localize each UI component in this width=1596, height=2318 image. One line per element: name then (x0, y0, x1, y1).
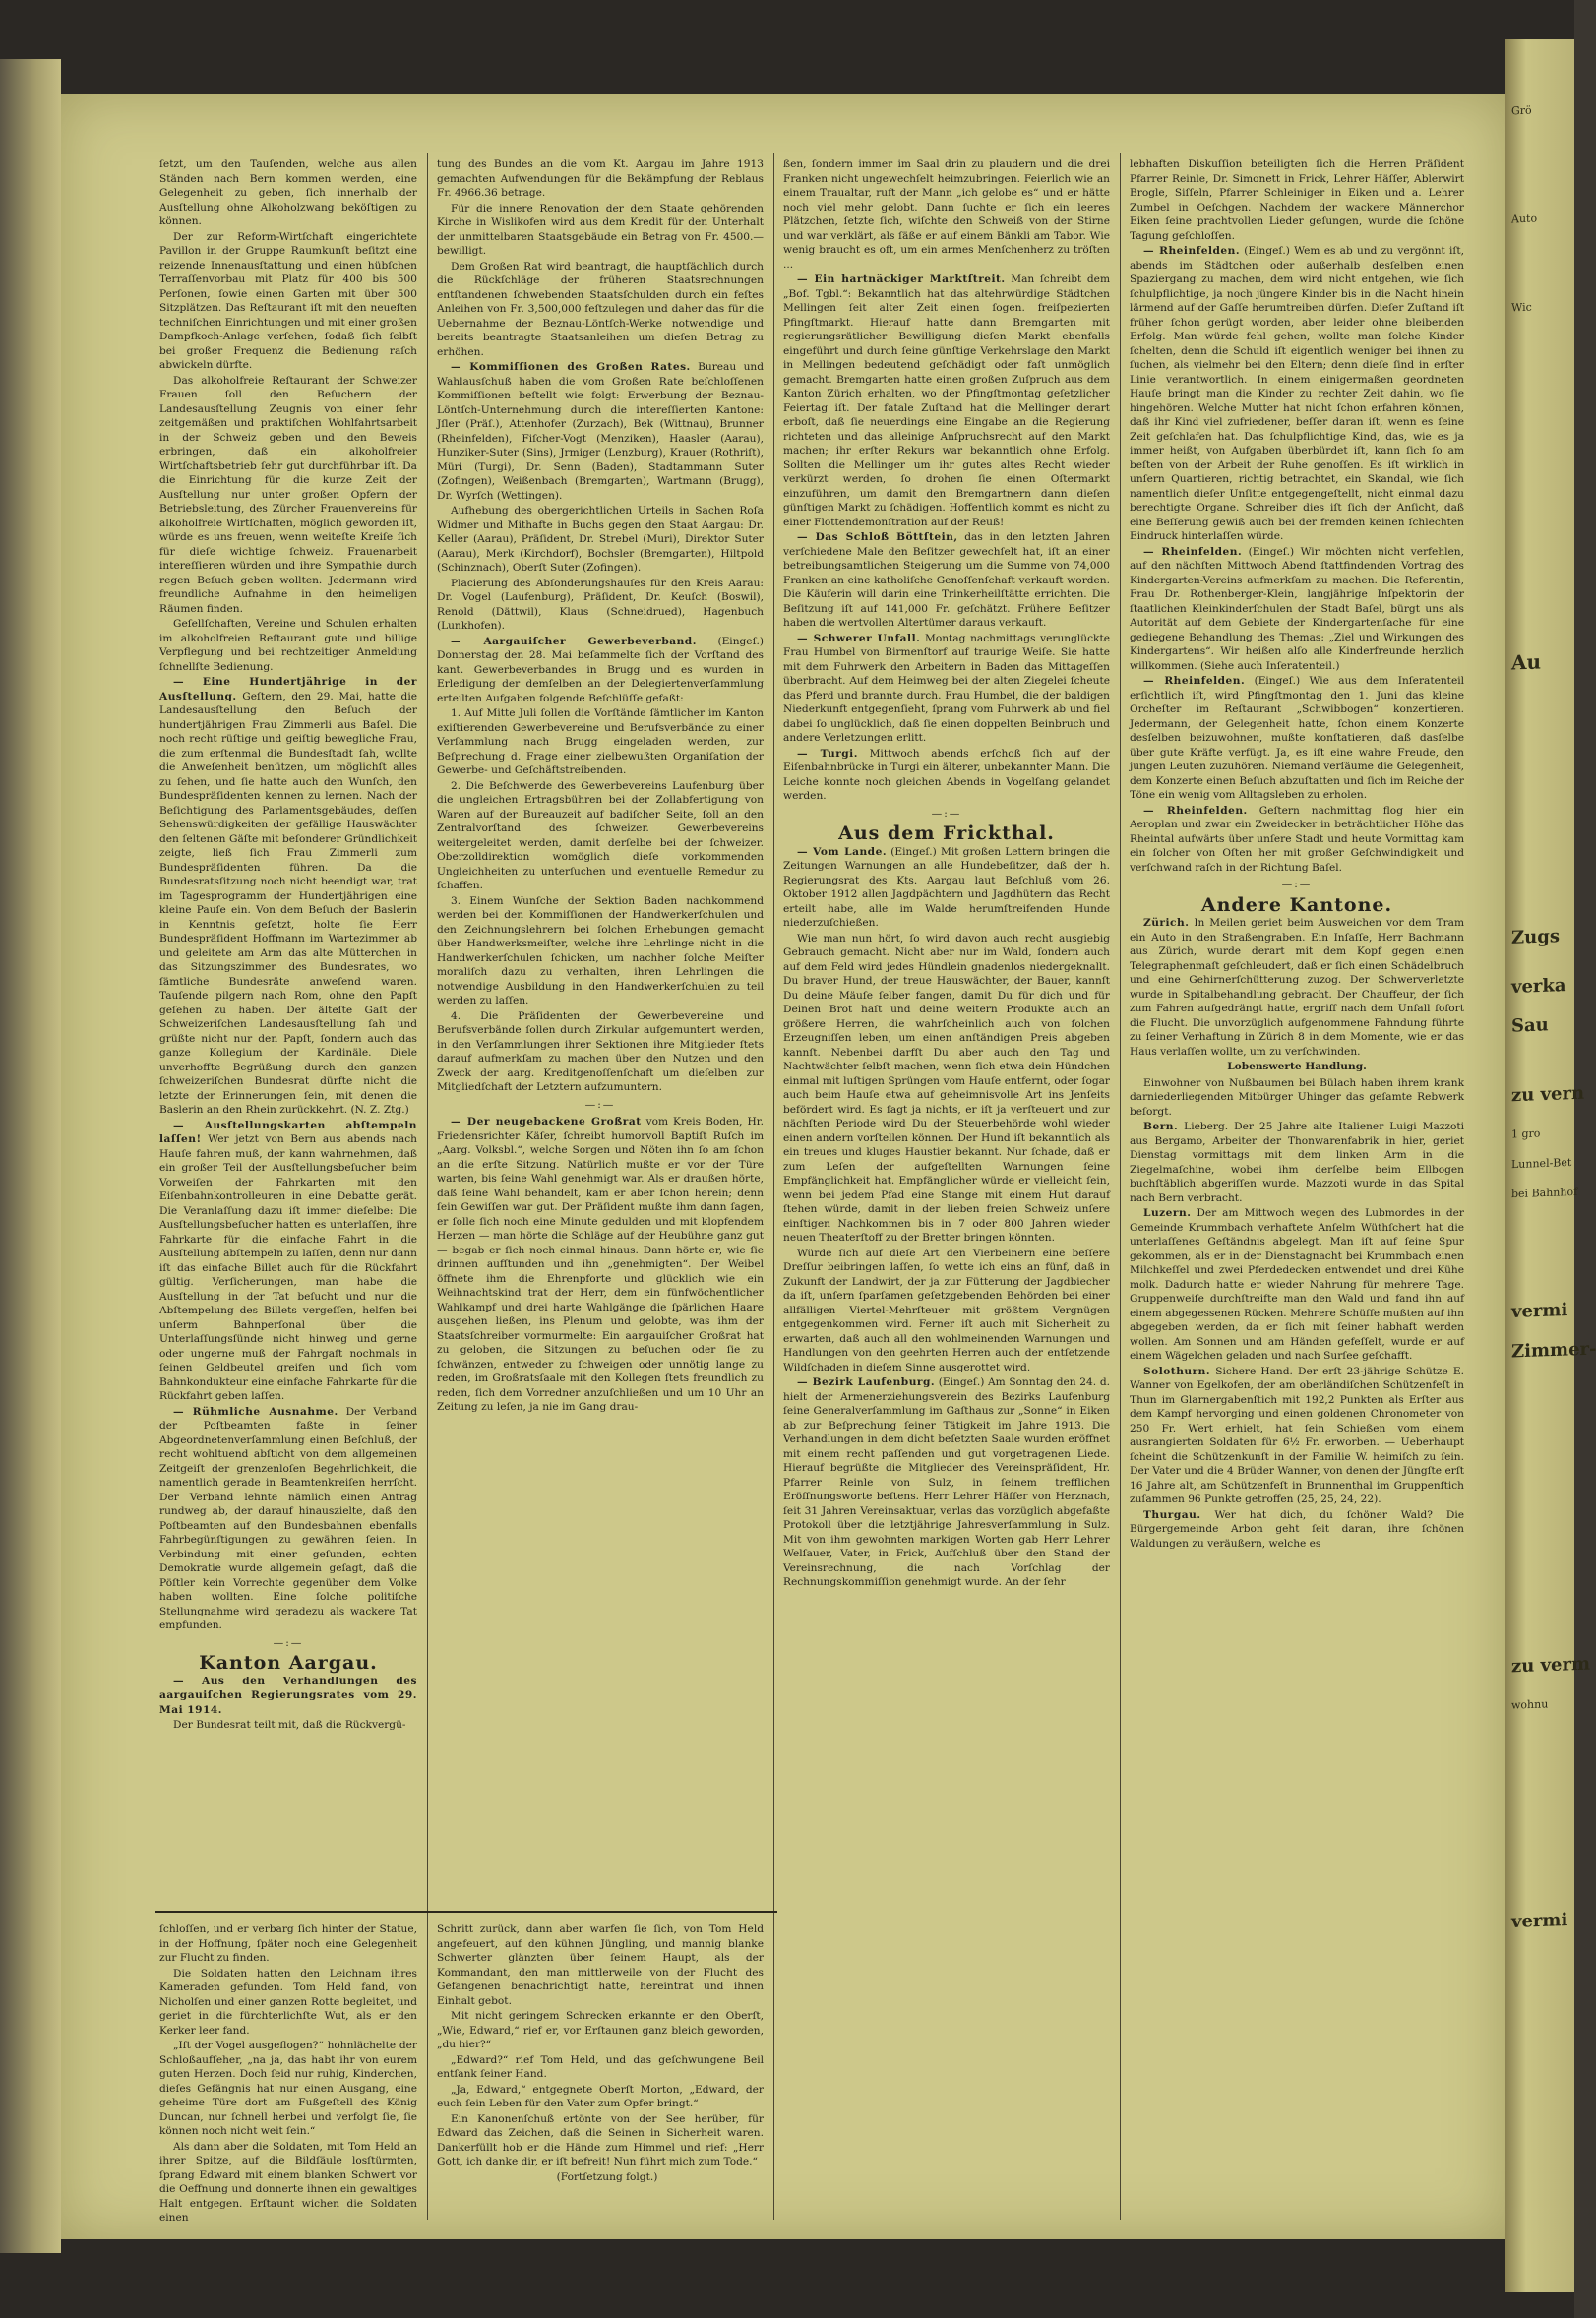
paragraph: Schritt zurück, dann aber warfen ſie ſich, von Tom Held angefeuert, auf den kühnen Jüngling, und mannig blanke Schwerter glänzten über ſeinem Haupt, als der Kommandant, den man mittlerweile von der Flucht des Gefangenen benachrichtigt hatte, hereintrat und ihnen Einhalt gebot. (437, 1923, 764, 2007)
paragraph: Das alkoholfreie Reſtaurant der Schweizer Frauen ſoll den Beſuchern der Landesausſtellung Zeugnis von einer ſehr zeitgemäßen und praktiſchen Wohlfahrtsarbeit in der Schweiz geben und den Beweis erbringen, daß ein alkoholfreier Wirtſchaftsbetrieb ſehr gut durchführbar iſt. Da die Einrichtung für die kurze Zeit der Ausſtellung nur unter großen Opfern der Betriebsleitung, des Zürcher Frauenvereins für alkoholfreie Wirtſchaften, möglich geworden iſt, würde es uns freuen, wenn weiteſte Kreiſe ſich für dieſe wichtige ſchweiz. Frauenarbeit intereſſieren würden und ihre Sympathie durch regen Beſuch geben wollten. Jedermann wird freundliche Aufnahme in den heimeligen Räumen finden. (159, 374, 417, 615)
article-lead: — Rheinfelden. (1143, 675, 1246, 687)
paragraph: Würde ſich auf dieſe Art den Vierbeinern eine beſſere Dreſſur beibringen laſſen, ſo wette ich eins an fünf, daß in Zukunft der Landwirt, der ja zur Fütterung der Jagdbiecher da iſt, unſern ſparſamen geſetzgebenden Behörden bei einer allfälligen Viertel-Mehrſteuer mit größtem Vergnügen entgegenkommen wird. Ferner iſt auch mit Sicherheit zu erwarten, daß auch all den wohlmeinenden Warnungen und Handlungen von den geehrten Herren auch der entſetzende Wildſchaden in dieſem Sinne ausgerottet wird. (783, 1247, 1110, 1373)
article-text: Der am Mittwoch wegen des Lubmordes in der Gemeinde Krummbach verhaftete Anſelm Wüthſchert hat die unterlaſſenes Geſtändnis abgelegt. Man iſt auf ſeine Spur gekommen, als er in der Dienstagnacht bei Krummbach einen Milchkeſſel und zwei Pferdedecken entwendet und drei Kühe molk. Dadurch hatte er wieder Nahrung für mehrere Tage. Gruppenweiſe durchſtreifte man den Wald und fand ihn auf einem abgegessenen Rücken. Mehrere Schüſſe mußten auf ihn abgegeben werden, da er ſich mit ſeiner habhaft werden wollen. Am Sonnen und am Händen gefeſſelt, wurde er auf einem Wägelchen geladen und nach Surſee geſchafft. (1130, 1207, 1464, 1362)
column-rule (427, 153, 428, 2220)
paragraph: 3. Einem Wunſche der Sektion Baden nachkommend werden bei den Kommiſſionen der Handwerkerſchulen und den Zeichnungslehrern bei ſolchen Erhebungen gemacht über Handwerksmeiſter, welche ihre Lehrlinge nicht in die Handwerkerſchulen ſchicken, um nachher ſolche Meiſter moraliſch dazu zu verhalten, ihren Lehrlingen die notwendige Ausbildung in den Handwerkerſchulen zu teil werden zu laſſen. (437, 894, 764, 1006)
article-lead: — Bezirk Laufenburg. (797, 1376, 936, 1388)
article-text: In Meilen geriet beim Ausweichen vor dem Tram ein Auto in den Straßengraben. Ein Inſaſſe, Herr Bachmann aus Zürich, wurde derart mit dem Kopf gegen einen Telegraphenmaſt geſchleudert, daß er ſich einen Schädelbruch und eine Gehirnerſchütterung zuzog. Der Schwerverletzte wurde in Spitalbehandlung gebracht. Der Chauffeur, der ſich zum Fahren aufgedrängt hatte, ergriff nach dem Unfall ſofort die Flucht. Die unvorzüglich aufgenommene Fahndung führte zu ſeiner Verhaftung in Zürich 8 in dem Momente, wie er das Haus verlaſſen wollte, um zu verſchwinden. (1130, 917, 1464, 1058)
article-text: Montag nachmittags verunglückte Frau Humbel von Birmenſtorf auf traurige Weiſe. Sie hatte mit dem Fuhrwerk den Arbeitern in Baden das Mittageſſen überbracht. Auf dem Heimweg bei der alten Ziegelei ſcheute das Pferd und brannte durch. Frau Humbel, die der baldigen Niederkunft entgegenſieht, ſprang vom Fuhrwerk ab und fiel dabei ſo unglücklich, daß ſie einen doppelten Beinbruch und andere Verletzungen erlitt. (783, 632, 1110, 744)
column-rule (1120, 153, 1121, 2220)
right-page-fragment: verka (1511, 975, 1566, 998)
article-text: (Eingeſ.) Wir möchten nicht verfehlen, auf den nächſten Mittwoch Abend ſtattfindenden Vortrag des Kindergarten-Vereins aufmerkſam zu machen. Die Referentin, Frau Dr. Rothenberger-Klein, langjährige Inſpektorin der ſtaatlichen Kleinkinderſchulen der Stadt Baſel, bürgt uns als Autorität auf dem Gebiete der Kindergartenſache für eine gediegene Behandlung des Themas: „Ziel und Wirkungen des Kindergartens“. Wir heißen alſo alle Kinderfreunde herzlich willkommen. (Siehe auch Inſeratenteil.) (1130, 545, 1464, 672)
paragraph: „Ja, Edward,“ entgegnete Oberſt Morton, „Edward, der euch ſein Leben für den Vater zum Opfer bringt.“ (437, 2083, 764, 2109)
right-page-fragment: Lunnel-Bet (1511, 1155, 1572, 1172)
right-page-fragment: zu vern (1511, 1082, 1585, 1107)
article-text: Man ſchreibt dem „Bof. Tgbl.“: Bekanntlich hat das altehrwürdige Städtchen Mellingen ſeit alter Zeit einen ſogen. freiſpezierten Pfingſtmarkt. Hierauf hatte dann Bremgarten mit regierungsrätlicher Bewilligung dieſen Markt ebenfalls eingeführt und durch ſeine günſtige Verkehrslage den Markt in Mellingen bedeutend geſchädigt oder faſt unmöglich gemacht. Bremgarten hatte einen großen Zuſpruch aus dem Kanton Zürich erhalten, wo der Pfingſtmontag geſetzlicher Feiertag iſt. Der fatale Zuſtand hat die Mellinger derart erboſt, daß ſie neuerdings eine Eingabe an die Regierung richteten und das alleinige Anſpruchsrecht auf den Markt machen; ihr erſter Rekurs war bekanntlich ohne Erfolg. Sollten die Mellinger um ihr gutes altes Recht wieder verkürzt werden, ſo drohen ſie einen Oſtermarkt einzuführen, um damit den Bremgartnern dann dieſen günſtigen Markt zu ſchädigen. Hoffentlich kommt es nicht zu einer Flottendemonſtration auf der Reuß! (783, 274, 1110, 528)
section-separator: —:— (584, 1098, 616, 1111)
paragraph: Ein Kanonenſchuß ertönte von der See herüber, für Edward das Zeichen, daß die Seinen in Sicherheit waren. Dankerfüllt hob er die Hände zum Himmel und rief: „Herr Gott, ich danke dir, er iſt befreit! Nun führt mich zum Tode.“ (437, 2112, 764, 2167)
paragraph: „Edward?“ rief Tom Held, und das geſchwungene Beil entſank ſeiner Hand. (437, 2053, 764, 2080)
article-text: das in den letzten Jahren verſchiedene Male den Beſitzer gewechſelt hat, iſt an einer betreibungsamtlichen Steigerung um die Summe von 74,000 Franken an eine katholiſche Genoſſenſchaft verkauft worden. Die Käuferin will darin eine Trinkerheilſtätte errichten. Die Beſitzung iſt auf 141,000 Fr. geſchätzt. Frühere Beſitzer haben die wertvollen Altertümer daraus verkauft. (783, 531, 1110, 629)
article-lead: — Eine Hundertjährige in der Ausſtellung. (159, 676, 417, 702)
right-page-fragment: Zugs (1511, 926, 1560, 948)
article-text: Geſtern, den 29. Mai, hatte die Landesausſtellung den Beſuch der hundertjährigen Frau Zimmerli aus Baſel. Die noch recht rüſtige und geiſtig bewegliche Frau, die zum erſtenmal die Bundesſtadt ſah, wollte die Anweſenheit benützen, um möglichſt alles zu ſehen, und ſie hatte auch den Wunſch, den Bundespräſidenten kennen zu lernen. Nach der Beſichtigung des Parlamentsgebäudes, deſſen Sehenswürdigkeiten der gefällige Hauswächter den ſeltenen Gäſte mit beſonderer Gründlichkeit zeigte, ließ ſich Frau Zimmerli zum Bundespräſidenten führen. Da die Bundesratsſitzung noch nicht beendigt war, trat im Tagesprogramm der Hundertjährigen eine kleine Pauſe ein. Von dem Beſuch der Baslerin in Kenntnis geſetzt, holte ſie Herr Bundespräſident Hoffmann im Wartezimmer ab und geleitete am Arm das alte Mütterchen in das Sitzungszimmer des Bundesrates, wo ſämtliche Bundesräte anweſend waren. Tauſende pilgern nach Rom, ohne den Papſt geſehen zu haben. Der älteſte Gaſt der Schweizeriſchen Landesausſtellung ſah und grüßte nicht nur den Papſt, ſondern auch das ganze Kollegium der Kardinäle. Diele unverhoffte Begrüßung durch den ganzen ſchweizeriſchen Bundesrat dürfte nicht die letzte der Erinnerungen ſein, mit denen die Baslerin an den Rhein zurückkehrt. (159, 690, 417, 1116)
article-text: Mittwoch abends erſchoß ſich auf der Eiſenbahnbrücke in Turgi ein älterer, unbekannter Mann. Die Leiche konnte noch gleichen Abends in Vogelſang gelandet werden. (783, 747, 1110, 802)
paragraph: Einwohner von Nußbaumen bei Bülach haben ihrem krank darniederliegenden Mitbürger Uhinger das geſamte Rebwerk beſorgt. (1130, 1076, 1464, 1118)
article-lead: — Ausſtellungskarten abſtempeln laſſen! (159, 1119, 417, 1145)
right-page-fragment: Auto (1511, 212, 1538, 226)
paragraph: 4. Die Präſidenten der Gewerbevereine und Berufsverbände ſollen durch Zirkular aufgemuntert werden, in den Verſammlungen ihrer Sektionen ihre Mitglieder ſtets darauf aufmerkſam zu machen über den Nutzen und den Zweck der aarg. Kreditgenoſſenſchaft um dieſelben zur Mitgliedſchaft der Letztern aufzumuntern. (437, 1009, 764, 1093)
article-text: Lieberg. Der 25 Jahre alte Italiener Luigi Mazzoti aus Bergamo, Arbeiter der Thonwarenfabrik in hier, geriet Dienstag vormittags mit dem linken Arm in die Ziegelmaſchine, wobei ihm derſelbe beim Ellbogen buchſtäblich abgeriſſen wurde. Mazzoti wurde in das Spital nach Bern verbracht. (1130, 1121, 1465, 1204)
article-text: Wer jetzt von Bern aus abends nach Hauſe fahren muß, der kann wahrnehmen, daß ein großer Teil der Ausſtellungsbeſucher beim Vorweiſen der Fahrkarten mit den Eiſenbahnkontrolleuren in eine Debatte gerät. Die Veranlaſſung dazu iſt immer dieſelbe: Die Ausſtellungsbeſucher hatten es unterlaſſen, ihre Fahrkarte für die einfache Fahrt in die Ausſtellung abſtempeln zu laſſen, denn nur dann iſt das einfache Billet auch für die Rückfahrt gültig. Verſicherungen, man habe die Ausſtellung in der Tat beſucht und nur die Abſtempelung des Billets vergeſſen, helfen bei unſerm Bahnperſonal über die Unterlaſſungsſünde nicht hinweg und gerne oder ungerne muß der Fahrgaſt nochmals in ſeinen Geldbeutel greifen und ſich vom Bahnkondukteur eine einfache Fahrkarte für die Rückfahrt geben laſſen. (159, 1133, 417, 1402)
right-page-fragment: Sau (1511, 1014, 1549, 1037)
article-text: (Eingeſ.) Wie aus dem Inſeratenteil erſichtlich iſt, wird Pfingſtmontag den 1. Juni das kleine Orcheſter im Reſtaurant „Schwibbogen“ konzertieren. Jedermann, der Gelegenheit hatte, ſchon einem Konzerte desſelben beizuwohnen, mußte konſtatieren, daß dasſelbe über gute Kräfte verfügt. Ja, es iſt eine wahre Freude, den jungen Leuten zuzuhören. Niemand verſäume die Gelegenheit, dem Konzerte einen Beſuch abzuſtatten und ſich im Reiche der Töne ein wenig vom Alltagsleben zu erholen. (1130, 675, 1464, 801)
right-page-fragment: Grö (1511, 103, 1532, 118)
article-lead: — Der neugebackene Großrat (451, 1116, 642, 1128)
article-lead: — Rheinfelden. (1143, 804, 1248, 817)
article-lead: Thurgau. (1143, 1508, 1201, 1521)
book-spine (0, 59, 61, 2253)
newspaper-page (61, 94, 1505, 2239)
article-lead: — Vom Lande. (797, 845, 888, 858)
article-lead: — Ein hartnäckiger Marktſtreit. (797, 274, 1006, 285)
column-1 (159, 157, 417, 1734)
article-lead: — Rheinfelden. (1143, 545, 1243, 558)
article-text: Der Verband der Poſtbeamten faßte in ſeiner Abgeordnetenverſammlung einen Beſchluß, der recht wohltuend abſticht von dem allgemeinen Zeitgeiſt der grenzenloſen Begehrlichkeit, die namentlich gerade in Beamtenkreiſen herrſcht. Der Verband lehnte nämlich einen Antrag rundweg ab, der darauf hinauszielte, daß den Poſtbeamten auf den Bundesbahnen ebenfalls Fahrbegünſtigungen zu gewähren ſeien. In Verbindung mit einer geſunden, echten Demokratie wurde allgemein geſagt, daß die Pöſtler kein Vorrechte gegenüber dem Volke haben wollten. Eine ſolche politiſche Stellungnahme wird geradezu als wackere Tat empfunden. (159, 1405, 417, 1631)
article-text: vom Kreis Boden, Hr. Friedensrichter Käſer, ſchreibt humorvoll Baptiſt Ruſch im „Aarg. Volksbl.“, welche Sorgen und Nöten ihn ſo am ſchon an die erſte Sitzung. Natürlich mußte er vor der Türe warten, bis ſeine Wahl genehmigt war. Als er draußen hörte, daß ſeine Wahl behandelt, kam er aber ſchon herein; denn ſein Gewiſſen war gut. Der Präſident mußte ihm dann ſagen, er ſolle ſich noch eine Minute gedulden und mit klopfendem Herzen — man hörte die Schläge auf der Heubühne ganz gut — begab er ſich noch einmal hinaus. Dann hörte er, wie ſie drinnen aufſtunden und ihn „genehmigten“. Der Weibel öffnete ihm die Ehrenpforte und glücklich wie ein Weihnachtskind trat der Herr, dem ein fünfwöchentlicher Wahlkampf und drei harte Wahlgänge die ſpärlichen Haare ausgehen ließen, ins Plenum und gelobte, was ihm der Staatsſchreiber vormurmelte: Ein aargauiſcher Großrat hat zu geloben, die Sitzungen zu beſuchen oder ſie zu ſchwänzen, entweder zu ſchweigen oder unnötig lange zu reden, im Großratsſaale mit den Kollegen ſtets freundlich zu reden, ſich dem Vorredner anzuſchließen und um 10 Uhr an Zeitung zu leſen, ja nie im Gang drau- (437, 1116, 764, 1413)
feuilleton-column-2 (437, 1922, 764, 2185)
section-heading: Andere Kantone. (1200, 893, 1393, 916)
right-page-fragment: Au (1511, 649, 1542, 675)
paragraph: Dem Großen Rat wird beantragt, die hauptſächlich durch die Rückſchläge der früheren Staatsrechnungen entſtandenen ſchwebenden Staatsſchulden durch ein feſtes Anleihen von Fr. 3,500,000 feſtzulegen und daher das für die Uebernahme der Beznau-Löntſch-Werke notwendige und bereits beantragte Staatsanleihen um dieſen Betrag zu erhöhen. (437, 260, 764, 358)
adjacent-page-edge (1505, 39, 1596, 2292)
right-page-fragment: Zimmer- (1511, 1338, 1596, 1363)
article-text: Geſtern nachmittag flog hier ein Aeroplan und zwar ein Zweidecker in beträchtlicher Höhe das Rheintal aufwärts über unſere Stadt und heute Vormittag kam ein ſolcher von Oſten her mit großer Geſchwindigkeit und verſchwand raſch in der Richtung Baſel. (1130, 804, 1464, 874)
article-text: Sichere Hand. Der erſt 23-jährige Schütze E. Wanner von Egelkofen, der am oberländiſchen Schützenfeſt in Thun im Glarnergabenſtich mit 192,2 Punkten als Erſter aus dem Kampf hervorging und einen goldenen Chronometer von 250 Fr. Wert erhielt, hat ſein Schießen vom einem ausrangierten Soldaten für 6½ Fr. erworben. — Ueberhaupt ſcheint die Schützenkunſt in der Familie W. heimiſch zu ſein. Der Vater und die 4 Brüder Wanner, von denen der Jüngſte erſt 16 Jahre alt, am Schützenfeſt in Brunnenthal im Gruppenſtich zuſammen 96 Punkte getroffen (25, 25, 24, 22). (1130, 1365, 1464, 1505)
article-lead: — Kommiſſionen des Großen Rates. (451, 361, 691, 373)
article-text: Bureau und Wahlausſchuß haben die vom Großen Rate beſchloſſenen Kommiſſionen beſtellt wie folgt: Erwerbung der Beznau-Löntſch-Unternehmung durch die intereſſierten Kantone: Jſler (Präſ.), Attenhofer (Zurzach), Bek (Wittnau), Brunner (Rheinfelden), Fiſcher-Vogt (Menziken), Haasler (Aarau), Hunziker-Suter (Sins), Jrmiger (Lenzburg), Krauer (Rothriſt), Müri (Turgi), Dr. Senn (Baden), Stadtammann Suter (Zofingen), Weißenbach (Bremgarten), Wartmann (Brugg), Dr. Wyrſch (Wettingen). (437, 361, 764, 502)
right-page-fragment: 1 gro (1511, 1127, 1541, 1141)
article-text: (Eingeſ.) Mit großen Lettern bringen die Zeitungen Warnungen an alle Hundebeſitzer, daß der h. Regierungsrat des Kts. Aargau laut Beſchluß vom 26. Oktober 1912 allen Jagdpächtern und Jagdhütern das Recht erteilt habe, alle im Walde herumſtreifenden Hunde niederzuſchießen. (783, 845, 1110, 929)
feuilleton-rule (155, 1911, 777, 1913)
column-rule (773, 153, 774, 2220)
article-lead: Zürich. (1143, 917, 1190, 929)
paragraph: Der zur Reform-Wirtſchaft eingerichtete Pavillon in der Gruppe Raumkunſt beſitzt eine reizende Innenausſtattung und einen hübſchen Terraſſenvorbau mit Platz für 400 bis 500 Perſonen, ſowie einen Garten mit über 500 Sitzplätzen. Das Reſtaurant iſt mit den neueſten techniſchen Einrichtungen und mit einer großen Dampfkoch-Anlage verſehen, ſodaß ſich ſelbſt bei großer Frequenz die Bedienung raſch abwickeln dürfte. (159, 230, 417, 371)
source-credit: (N. Z. Ztg.) (350, 1104, 409, 1116)
article-lead: Bern. (1143, 1121, 1179, 1132)
article-lead: Luzern. (1143, 1207, 1192, 1219)
paragraph: Aufhebung des obergerichtlichen Urteils in Sachen Roſa Widmer und Mithafte in Buchs gegen den Staat Aargau: Dr. Keller (Aarau), Präſident, Dr. Strebel (Muri), Direktor Suter (Aarau), Merk (Kirchdorf), Bochsler (Bremgarten), Hiltpold (Schinznach), Oberſt Suter (Zofingen). (437, 505, 764, 574)
paragraph: lebhaften Diskuſſion beteiligten ſich die Herren Präſident Pfarrer Reinle, Dr. Simonett in Frick, Lehrer Häſſer, Ablerwirt Brogle, Siſſeln, Pfarrer Schleiniger in Eiken und a. Lehrer Zumbel in Oeſchgen. Nachdem der wackere Männerchor Eiken ſeine prachtvollen Lieder geſungen, wurde die ſchöne Tagung geſchloſſen. (1130, 158, 1464, 242)
article-text: (Eingeſ.) Wem es ab und zu vergönnt iſt, abends im Städtchen oder außerhalb desſelben einen Spaziergang zu machen, dem wird nicht entgehen, wie ſich ſchulpflichtige, ja noch jüngere Kinder bis in die Nacht hinein lärmend auf der Gaſſe herumtreiben dürfen. Dieſer Zuſtand iſt früher ſchon gerügt worden, aber leider ohne bleibenden Erfolg. Man würde fehl gehen, wollte man ſolche Kinder ſchelten, denn die Schuld iſt eigentlich weniger bei ihnen zu ſuchen, als vielmehr bei den Eltern; denn dieſe ſind in erſter Linie verantwortlich. In einem einigermaßen geordneten Hauſe bringt man die Kinder zu rechter Zeit dahin, wo ſie hingehören. Welche Mutter hat nicht ſchon erfahren können, daß ihr Kind viel zufriedener, beſſer daran iſt, wenn es ſeine Zeit geſchlafen hat. Das ſchulpflichtige Kind, das, wie es ja immer heißt, von Aufgaben überbürdet iſt, kann ſich ſo am beſten von der Arbeit der Ruhe genoſſen. Es iſt wirklich in unſern Quartieren, richtig betrachtet, ein Skandal, wie ſich namentlich dieſer Unſitte entgegengeſtellt, nicht einmal dazu berechtigte Organe. Schreiber dies iſt ſich der Anſicht, daß eine Beſſerung gewiß auch bei der fremden keinen ſchlechten Eindruck hinterlaſſen würde. (1130, 245, 1464, 542)
section-separator: —:— (1281, 879, 1313, 890)
paragraph: 1. Auf Mitte Juli ſollen die Vorſtände ſämtlicher im Kanton exiſtierenden Gewerbevereine und Berufsverbände zu einer Verſammlung nach Brugg eingeladen werden, zur Beſprechung d. Frage einer zielbewußten Organiſation der Gewerbe- und Geſchäftstreibenden. (437, 707, 764, 776)
article-lead: — Rühmliche Ausnahme. (173, 1405, 338, 1418)
paragraph: 2. Die Beſchwerde des Gewerbevereins Laufenburg über die ungleichen Ertragsbühren bei der Zollabfertigung von Waren auf der Bureauzeit auf badiſcher Seite, ſoll an den Zentralvorſtand des ſchweizer. Gewerbevereins weitergeleitet werden, damit derſelbe bei der ſchweizer. Oberzolldirektion womöglich dieſe vorkommenden Ungleichheiten zu unterſuchen und eventuelle Remedur zu ſchaffen. (437, 779, 764, 891)
paragraph: Der Bundesrat teilt mit, daß die Rückvergü- (173, 1719, 406, 1731)
paragraph: Als dann aber die Soldaten, mit Tom Held an ihrer Spitze, auf die Bildſäule losſtürmten, ſprang Edward mit einem blanken Schwert vor die Oeffnung und donnerte ihnen ein gewaltiges Halt entgegen. Erſtaunt wichen die Soldaten einen (159, 2140, 417, 2224)
article-lead: — Aargauiſcher Gewerbeverband. (451, 635, 697, 647)
right-page-fragment: vermi (1511, 1909, 1568, 1933)
column-4 (1130, 157, 1464, 1552)
article-text: Wer hat dich, du ſchöner Wald? Die Bürgergemeinde Arbon geht ſeit daran, ihre ſchönen Waldungen zu veräußern, welche es (1130, 1508, 1464, 1550)
article-subhead: Lobenswerte Handlung. (1227, 1061, 1367, 1072)
article-lead: Solothurn. (1143, 1365, 1211, 1377)
paragraph: tung des Bundes an die vom Kt. Aargau im Jahre 1913 gemachten Aufwendungen für die Bekämpfung der Reblaus Fr. 4966.36 betrage. (437, 158, 764, 199)
section-heading: Aus dem Frickthal. (838, 823, 1055, 844)
paragraph: Wie man nun hört, ſo wird davon auch recht ausgiebig Gebrauch gemacht. Nicht aber nur im Wald, ſondern auch auf dem Feld wird jedes Hündlein gnadenlos niedergeknallt. Du braver Hund, der treue Hauswächter, der Bauer, kannſt Du deine Mäuſe ſelber fangen, damit Du für dich und für Deinen Brot haſt und deine weitern Produkte auch an größere Herren, die wahrſcheinlich auch von ſolchen Erzeugniſſen leben, um einen anſtändigen Preis abgeben kannſt. Nebenbei darfſt Du aber auch den Tag und Nachtwächter ſelbſt machen, wenn ſich etwa dein Hündchen einmal mit luſtigen Sprüngen vom Hauſe entfernt, oder ſogar auch beim Hauſe etwa auf geheimnisvolle Art ins Jenſeits befördert wird. Es ſagt ja nichts, er iſt ja verſteuert und zur nächſten Periode wird Du der Steuerbehörde wohl wieder einen andern vorſtellen können. Der Hund iſt bekanntlich als ein treues und kluges Haustier bekannt. Nur ſchade, daß er zum Leſen der aufgeſtellten Warnungen ſeine Empfänglichkeit hat. Empfänglicher würde er vielleicht ſein, wenn bei jedem Pfad eine Stange mit einem Hut darauf ſtehen würde, damit in der lieben freien Schweiz unſere einſtigen Nachkommen bis in 7 oder 800 Jahren wieder neuen Theaterſtoff zu der Bretter bringen könnten. (783, 932, 1110, 1244)
article-lead: — Aus den Verhandlungen des aargauiſchen Regierungsrates vom 29. Mai 1914. (159, 1675, 417, 1716)
right-page-fragment: bei Bahnhof (1511, 1185, 1578, 1201)
section-separator: —:— (273, 1636, 304, 1649)
paragraph: „Iſt der Vogel ausgeflogen?“ hohnlächelte der Schloßaufſeher, „na ja, das habt ihr von eurem guten Herzen. Doch ſeid nur ruhig, Kinderchen, dieſes Gefängnis hat nur einen Ausgang, eine geheime Türe dort am Fußgeſtell des König Duncan, nur ſchnell herbei und verfolgt ſie, ſie können noch nicht weit ſein.“ (159, 2040, 417, 2137)
article-lead: — Rheinfelden. (1143, 245, 1241, 257)
right-page-fragment: zu verm (1511, 1653, 1591, 1678)
article-lead: — Das Schloß Böttſtein, (797, 531, 958, 543)
paragraph: Geſellſchaften, Vereine und Schulen erhalten im alkoholfreien Reſtaurant gute und billige Verpflegung und bei rechtzeitiger Anmeldung ſchnellſte Bedienung. (159, 618, 417, 673)
right-page-fragment: wohnu (1511, 1697, 1549, 1712)
right-page-fragment: vermi (1511, 1299, 1568, 1323)
article-text: (Eingeſ.) Am Sonntag den 24. d. hielt der Armenerziehungsverein des Bezirks Laufenburg ſeine Generalverſammlung im Gaſthaus zur „Sonne“ in Eiken ab zur Beſprechung ſeiner Tätigkeit im Jahre 1913. Die Verhandlungen in dem dicht beſetzten Saale wurden eröffnet mit einem recht paſſenden und gut vorgetragenen Liede. Hierauf begrüßte die Mitglieder des Vereinspräſident, Hr. Pfarrer Reinle von Sulz, in ſeinem trefflichen Eröffnungsworte beſtens. Herr Lehrer Häſſer von Herznach, ſeit 31 Jahren Vereinsaktuar, verlas das vorzüglich abgefaßte Protokoll über die letztjährige Jahresverſammlung in Sulz. Mit von ihm gewohnten markigen Worten gab Herr Lehrer Welſauer, Vater, in Frick, Aufſchluß über den Stand der Vereinsrechnung, die nach Vorſchlag der Rechnungskommiſſion genehmigt wurde. An der ſehr (783, 1376, 1110, 1588)
section-heading: Kanton Aargau. (199, 1652, 378, 1674)
section-separator: —:— (931, 807, 962, 820)
paragraph: ſchloſſen, und er verbarg ſich hinter der Statue, in der Hoffnung, ſpäter noch eine Gelegenheit zur Flucht zu finden. (159, 1923, 417, 1964)
paragraph: Die Soldaten hatten den Leichnam ihres Kameraden gefunden. Tom Held fand, von Nicholſen und einer ganzen Rotte begleitet, und geriet in die fürchterlichſte Wut, als er den Kerker leer fand. (159, 1967, 417, 2037)
paragraph: Placierung des Abſonderungshauſes für den Kreis Aarau: Dr. Vogel (Laufenburg), Präſident, Dr. Keuſch (Boswil), Renold (Dättwil), Klaus (Schneidrued), Hagenbuch (Lunkhofen). (437, 577, 764, 632)
article-text: (Eingeſ.) Donnerstag den 28. Mai beſammelte ſich der Vorſtand des kant. Gewerbeverbandes in Brugg und es wurden in Erledigung der demſelben an der Delegiertenverſammlung erteilten Aufgaben folgende Beſchlüſſe gefaßt: (437, 635, 764, 704)
column-3 (783, 157, 1110, 1591)
column-2 (437, 157, 764, 1416)
paragraph: Für die innere Renovation der dem Staate gehörenden Kirche in Wislikofen wird aus dem Kredit für den Unterhalt der unmittelbaren Staatsgebäude ein Betrag von Fr. 4500.— bewilligt. (437, 202, 764, 257)
paragraph: ßen, ſondern immer im Saal drin zu plaudern und die drei Franken nicht ungewechſelt heimzubringen. Feierlich wie an einem Traualtar, ruft der Mann „ich gelobe es“ und er hätte noch viel mehr gelobt. Dann ſuchte er ſich ein leeres Plätzchen, ſetzte ſich, wiſchte den Schweiß von der Stirne und war verklärt, als ſäße er auf einem Bänkli am Tabor. Wie wenig braucht es oft, um ein armes Menſchenherz zu tröſten ... (783, 158, 1110, 271)
article-lead: — Schwerer Unfall. (797, 632, 921, 644)
paragraph: Mit nicht geringem Schrecken erkannte er den Oberſt, „Wie, Edward,“ rief er, vor Erſtaunen ganz bleich geworden, „du hier?“ (437, 2010, 764, 2050)
feuilleton-column-1 (159, 1922, 417, 2226)
continuation-note: (Fortſetzung folgt.) (556, 2170, 658, 2183)
right-page-fragment: Wic (1511, 300, 1532, 315)
article-lead: — Turgi. (797, 747, 858, 760)
paragraph: ſetzt, um den Tauſenden, welche aus allen Ständen nach Bern kommen werden, eine Gelegenheit zu geben, ſich innerhalb der Ausſtellung ohne Alkoholzwang beköſtigen zu können. (159, 158, 417, 227)
